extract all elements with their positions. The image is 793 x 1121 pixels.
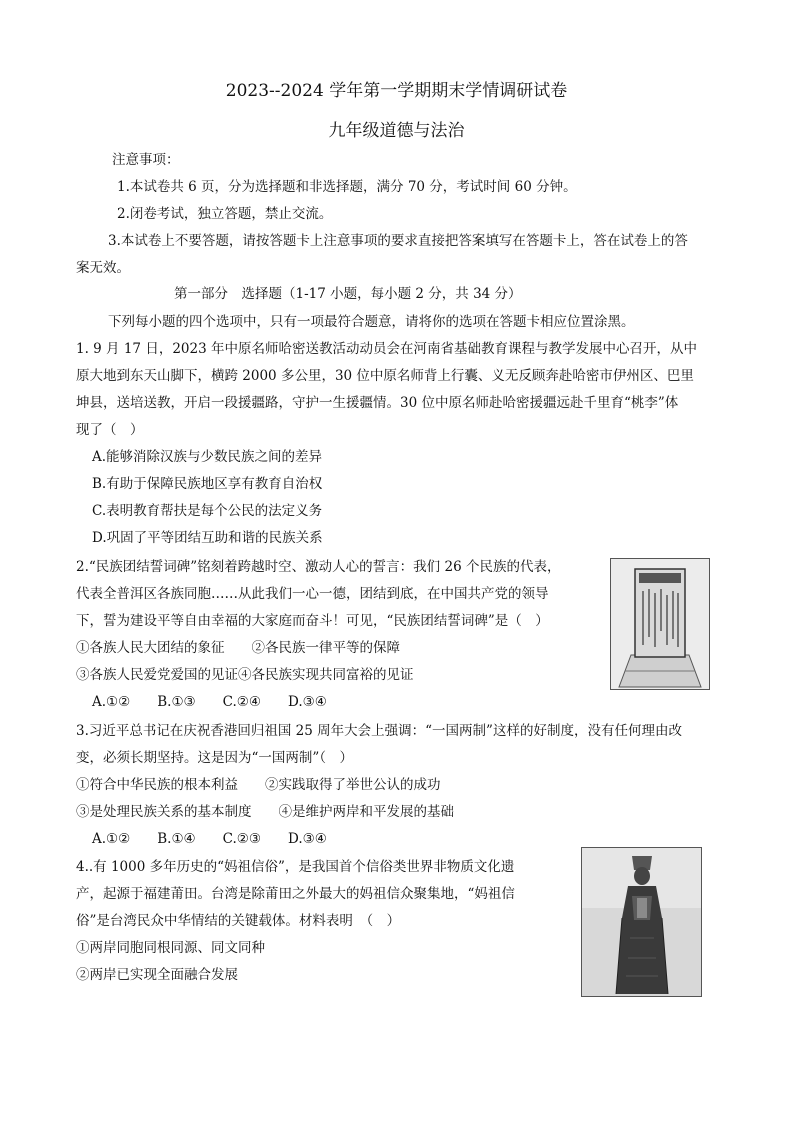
q3-stem-line: 3.习近平总书记在庆祝香港回归祖国 25 周年大会上强调：“一国两制”这样的好制度，没有任何理由改 — [76, 723, 682, 739]
q3-statement: ③是处理民族关系的基本制度 ④是维护两岸和平发展的基础 — [76, 804, 454, 820]
q2-choices: A.①② B.①③ C.②④ D.③④ — [92, 694, 327, 710]
q1-option-a: A.能够消除汉族与少数民族之间的差异 — [92, 449, 323, 465]
notes-item: 1.本试卷共 6 页，分为选择题和非选择题，满分 70 分，考试时间 60 分钟。 — [117, 179, 577, 195]
section-title: 第一部分 选择题（1-17 小题，每小题 2 分，共 34 分） — [174, 286, 522, 302]
q2-statement: ③各族人民爱党爱国的见证④各民族实现共同富裕的见证 — [76, 667, 414, 683]
q2-stem-line: 代表全普洱区各族同胞……从此我们一心一德，团结到底，在中国共产党的领导 — [76, 586, 549, 602]
q1-stem-line: 1. 9 月 17 日，2023 年中原名师哈密送教活动动员会在河南省基础教育课程与教学发展中心召开，从中 — [76, 341, 697, 357]
q1-option-d: D.巩固了平等团结互助和谐的民族关系 — [92, 530, 323, 546]
exam-title: 2023--2024 学年第一学期期末学情调研试卷 — [225, 81, 568, 101]
q3-statement: ①符合中华民族的根本利益 ②实践取得了举世公认的成功 — [76, 777, 441, 793]
q1-option-b: B.有助于保障民族地区享有教育自治权 — [92, 476, 323, 492]
statue-illustration — [582, 848, 701, 996]
q1-stem-line: 原大地到东天山脚下，横跨 2000 多公里，30 位中原名师背上行囊、义无反顾奔赴哈密市伊州区、巴里 — [76, 368, 694, 384]
q1-option-c: C.表明教育帮扶是每个公民的法定义务 — [92, 503, 323, 519]
notes-item: 2.闭卷考试，独立答题，禁止交流。 — [117, 206, 333, 222]
q3-choices: A.①② B.①④ C.②③ D.③④ — [92, 831, 327, 847]
notes-item: 3.本试卷上不要答题，请按答题卡上注意事项的要求直接把答案填写在答题卡上，答在试卷上的答 — [108, 233, 688, 249]
monument-photo — [610, 558, 710, 690]
exam-subtitle: 九年级道德与法治 — [328, 121, 465, 141]
q1-stem-line: 现了（ ） — [76, 422, 144, 438]
q4-statement: ②两岸已实现全面融合发展 — [76, 967, 238, 983]
q3-stem-line: 变，必须长期坚持。这是因为“一国两制”（ ） — [76, 750, 354, 766]
q4-stem-line: 俗”是台湾民众中华情结的关键载体。材料表明 （ ） — [76, 913, 401, 929]
section-instruction: 下列每小题的四个选项中，只有一项最符合题意，请将你的选项在答题卡相应位置涂黑。 — [108, 314, 635, 330]
q1-stem-line: 坤县，送培送教，开启一段援疆路，守护一生援疆情。30 位中原名师赴哈密援疆远赴千里育“桃李”体 — [76, 395, 679, 411]
notes-item: 案无效。 — [76, 260, 130, 276]
q4-statement: ①两岸同胞同根同源、同文同种 — [76, 940, 265, 956]
q4-stem-line: 4..有 1000 多年历史的“妈祖信俗”，是我国首个信俗类世界非物质文化遗 — [76, 859, 515, 875]
q2-statement: ①各族人民大团结的象征 ②各民族一律平等的保障 — [76, 640, 400, 656]
q2-stem-line: 2.“民族团结誓词碑”铭刻着跨越时空、激动人心的誓言：我们 26 个民族的代表， — [76, 559, 561, 575]
monument-illustration — [611, 559, 709, 689]
q4-stem-line: 产，起源于福建莆田。台湾是除莆田之外最大的妈祖信众聚集地，“妈祖信 — [76, 886, 515, 902]
mazu-statue-photo — [581, 847, 702, 997]
q2-stem-line: 下，誓为建设平等自由幸福的大家庭而奋斗！可见，“民族团结誓词碑”是（ ） — [76, 613, 549, 629]
notes-heading: 注意事项： — [112, 152, 180, 168]
